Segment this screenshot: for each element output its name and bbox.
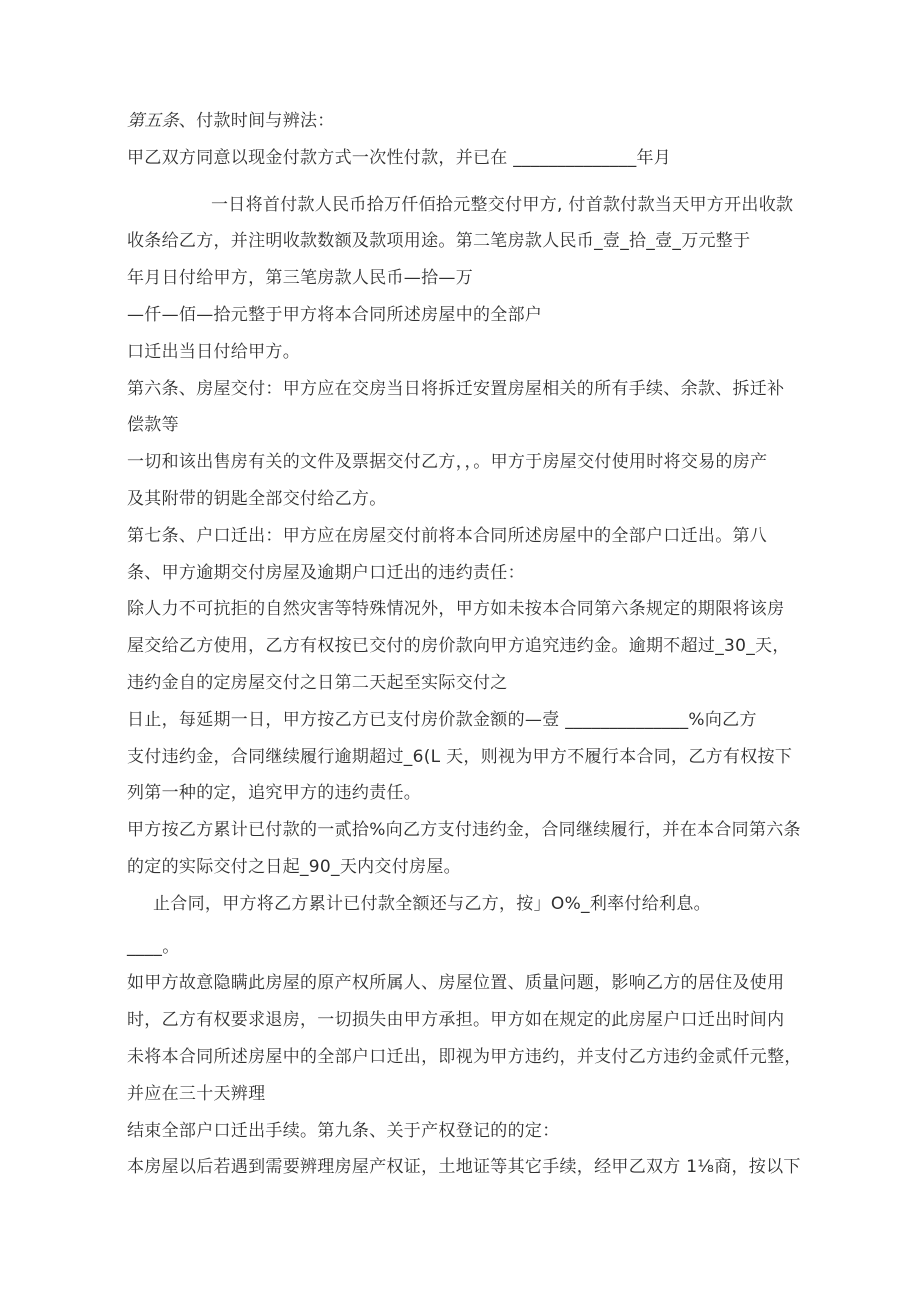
contract-line: 收条给乙方，并注明收款数额及款项用途。第二笔房款人民币_壹_拾_壹_万元整于 — [127, 231, 751, 252]
contract-line: 偿款等 — [127, 415, 179, 436]
contract-line: 支付违约金，合同继续履行逾期超过_6(L 天，则视为甲方不履行本合同，乙方有权按下 — [127, 746, 793, 767]
contract-line: 除人力不可抗拒的自然灾害等特殊情况外，甲方如未按本合同第六条规定的期限将该房 — [127, 599, 785, 620]
contract-line: 一切和该出售房有关的文件及票据交付乙方，，。甲方于房屋交付使用时将交易的房产 — [127, 452, 768, 473]
contract-line: 一日将首付款人民币拾万仟佰拾元整交付甲方, 付首款付款当天甲方开出收款 — [211, 194, 794, 215]
contract-line-blank-underline: ____。 — [127, 936, 180, 957]
contract-line: 甲乙双方同意以现金付款方式一次性付款，并已在 ______________年月 — [127, 147, 672, 168]
contract-line: 列第一种的定，追究甲方的违约责任。 — [127, 783, 422, 804]
contract-line: 并应在三十天辨理 — [127, 1083, 266, 1104]
contract-line: 年月日付给甲方，第三笔房款人民币—拾—万 — [127, 268, 473, 289]
clause-title: 、付款时间与辨法： — [178, 111, 335, 131]
contract-line: 未将本合同所述房屋中的全部户口迁出，即视为甲方违约，并支付乙方违约金贰仟元整， — [127, 1046, 802, 1067]
contract-line: 屋交给乙方使用，乙方有权按已交付的房价款向甲方追究违约金。逾期不超过_30_天， — [127, 636, 790, 657]
clause-number: 第五条 — [127, 111, 179, 131]
contract-line: 结束全部户口迁出手续。第九条、关于产权登记的的定： — [127, 1120, 560, 1141]
contract-page — [127, 103, 807, 1186]
contract-line: —仟—佰—拾元整于甲方将本合同所述房屋中的全部户 — [127, 304, 543, 325]
contract-line: 违约金自的定房屋交付之日第二天起至实际交付之 — [127, 672, 508, 693]
contract-line: 的定的实际交付之日起_90_天内交付房屋。 — [127, 856, 461, 877]
contract-line: 如甲方故意隐瞒此房屋的原产权所属人、房屋位置、质量问题，影响乙方的居住及使用 — [127, 973, 785, 994]
contract-line: 口迁出当日付给甲方。 — [127, 341, 300, 362]
contract-line: 第七条、户口迁出：甲方应在房屋交付前将本合同所述房屋中的全部户口迁出。第八 — [127, 525, 768, 546]
contract-line: 第六条、房屋交付：甲方应在交房当日将拆迁安置房屋相关的所有手续、余款、拆迁补 — [127, 378, 785, 399]
contract-line: 甲方按乙方累计已付款的一贰拾%向乙方支付违约金，合同继续履行，并在本合同第六条 — [127, 820, 801, 841]
contract-line: 止合同，甲方将乙方累计已付款全额还与乙方，按」O%_利率付给利息。 — [153, 893, 711, 914]
contract-line: 条、甲方逾期交付房屋及逾期户口迁出的违约责任： — [127, 562, 525, 583]
contract-line: 时，乙方有权要求退房，一切损失由甲方承担。甲方如在规定的此房屋户口迁出时间内 — [127, 1010, 785, 1031]
contract-line: 及其附带的钥匙全部交付给乙方。 — [127, 488, 387, 509]
contract-line: 本房屋以后若遇到需要辨理房屋产权证，土地证等其它手续，经甲乙双方 1⅛商，按以下 — [127, 1157, 801, 1178]
clause-heading — [127, 103, 807, 140]
contract-line: 日止，每延期一日，甲方按乙方已支付房价款金额的—壹 ______________%向乙方 — [127, 709, 757, 730]
